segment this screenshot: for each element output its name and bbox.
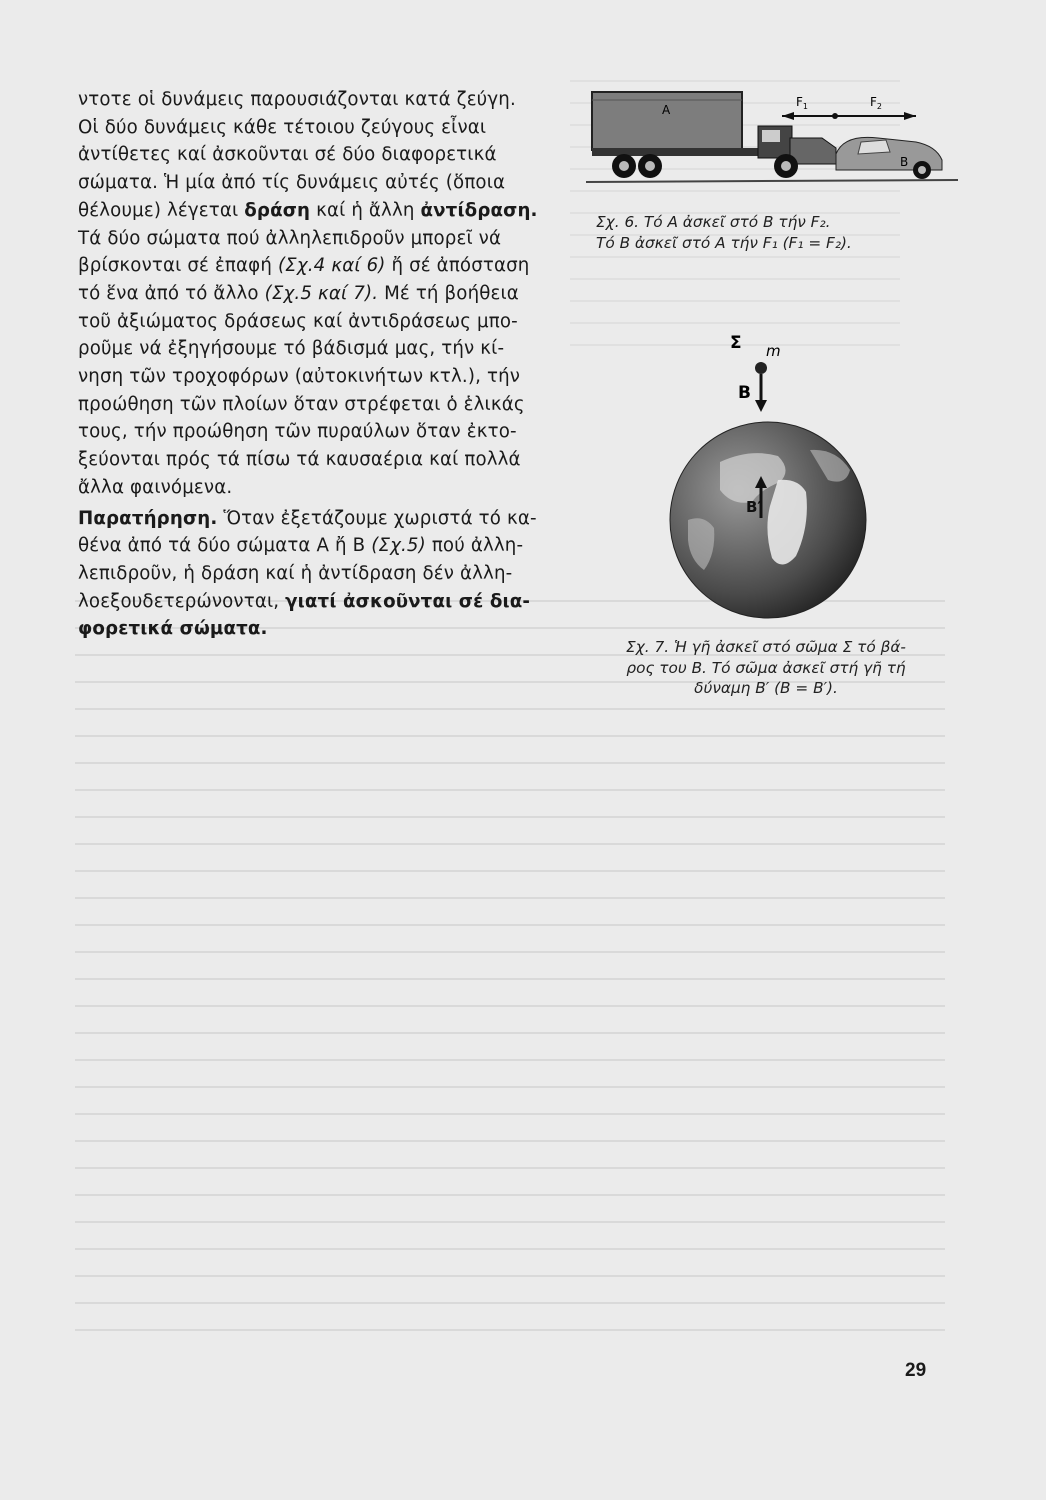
text-line	[78, 615, 562, 643]
text-line: Τά δύο σώματα πού ἀλληλεπιδροῦν μπορεῖ νά	[78, 227, 502, 249]
caption-line: ρος του Β. Τό σῶμα ἀσκεῖ στή γῆ τή	[626, 658, 906, 677]
main-text-column	[78, 86, 562, 643]
text-line: τους, τήν προώθηση τῶν πυραύλων ὅταν ἐκτο-	[78, 421, 517, 443]
text-line: λοεξουδετερώνονται, γιατί ἀσκοῦνται σέ δια-	[78, 590, 531, 612]
text-line: ἄλλα φαινόμενα.	[78, 476, 233, 498]
term-action: δράση	[244, 199, 311, 221]
text-line: ροῦμε νά ἐξηγήσουμε τό βάδισμά μας, τήν κί-	[78, 338, 505, 360]
text-line: ξεύονται πρός τά πίσω τά καυσαέρια καί πολλά	[78, 449, 521, 471]
text-line: ἀντίθετες καί ἀσκοῦνται σέ δύο διαφορετικά	[78, 144, 497, 166]
label-m: m	[766, 342, 781, 360]
label-f1: $F_1$	[796, 95, 808, 111]
term-reaction: ἀντίδραση.	[420, 199, 538, 221]
text-line: προώθηση τῶν πλοίων ὅταν στρέφεται ὁ ἑλικάς	[78, 393, 525, 415]
text-line: ντοτε οἱ δυνάμεις παρουσιάζονται κατά ζεύγη.	[78, 89, 516, 110]
text-line: θέλουμε) λέγεται δράση καί ἡ ἄλλη ἀντίδραση.	[78, 199, 538, 221]
label-a: A	[662, 103, 671, 117]
caption-line: Τό Β ἀσκεῖ στό Α τήν F₁ (F₁ = F₂).	[596, 233, 852, 252]
emphasis-text: γιατί ἀσκοῦνται σέ δια-	[285, 590, 531, 612]
label-sigma: Σ	[730, 333, 742, 353]
text-line: θένα ἀπό τά δύο σώματα Α ἤ Β (Σχ.5) πού ἀλλη-	[78, 535, 524, 557]
caption-line: Σχ. 7. Ἡ γῆ ἀσκεῖ στό σῶμα Σ τό βά-	[626, 638, 906, 656]
caption-line: Σχ. 6. Τό Α ἀσκεῖ στό Β τήν F₂.	[596, 213, 831, 231]
figure-6-caption	[596, 212, 936, 253]
text-line: νηση τῶν τροχοφόρων (αὐτοκινήτων κτλ.), τήν	[78, 366, 521, 388]
text-line: λεπιδροῦν, ἡ δράση καί ἡ ἀντίδραση δέν ἀλλη-	[78, 562, 513, 584]
text-line: βρίσκονται σέ ἐπαφή (Σχ.4 καί 6) ἤ σέ ἀπόσταση	[78, 255, 530, 277]
text-line: σώματα. Ἡ μία ἀπό τίς δυνάμεις αὐτές (ὅποια	[78, 172, 506, 194]
figure-6-truck-car	[586, 84, 966, 188]
text-line: τοῦ ἀξιώματος δράσεως καί ἀντιδράσεως μπο-	[78, 310, 518, 332]
label-f2: $F_2$	[870, 95, 882, 111]
bleed-through-text	[75, 600, 945, 1340]
caption-line: δύναμη Β′ (Β = Β′).	[694, 679, 838, 697]
text-line: τό ἕνα ἀπό τό ἄλλο (Σχ.5 καί 7). Μέ τή βοήθεια	[78, 282, 519, 304]
label-weight: B	[738, 383, 751, 403]
label-b: B	[900, 155, 909, 169]
text-line: Οἱ δύο δυνάμεις κάθε τέτοιου ζεύγους εἶναι	[78, 116, 487, 138]
label-b-prime: B′	[746, 498, 762, 516]
page-number: 29	[905, 1360, 927, 1381]
note-heading: Παρατήρηση.	[78, 507, 218, 529]
figure-7-caption	[596, 637, 936, 699]
figure-7-earth-body	[660, 330, 890, 630]
text-line: Παρατήρηση. Ὅταν ἐξετάζουμε χωριστά τό κα-	[78, 507, 537, 529]
emphasis-text: φορετικά σώματα.	[78, 618, 268, 640]
